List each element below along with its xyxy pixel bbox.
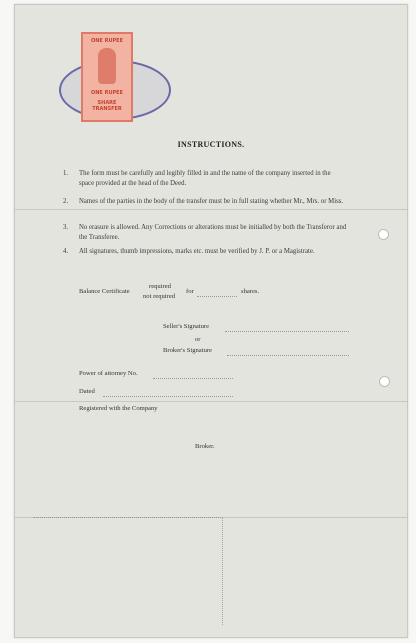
- stamp-transfer: TRANSFER: [92, 106, 122, 112]
- seller-signature-label: Seller's Signature: [163, 323, 210, 330]
- stamp-share: SHARE: [97, 100, 117, 106]
- instruction-text: The form must be carefully and legibly filled in and the name of the company inserted in the space provided at the head of the Deed.: [79, 170, 331, 187]
- stamp-mid-text: ONE RUPEE: [91, 90, 123, 96]
- fold-line: [15, 209, 407, 210]
- page-title: INSTRUCTIONS.: [177, 140, 245, 149]
- revenue-stamp: [81, 32, 133, 122]
- power-of-attorney-field[interactable]: [153, 378, 233, 379]
- stamp-portrait-icon: [98, 48, 116, 84]
- registered-label: Registered with the Company: [79, 405, 158, 412]
- ruled-divider: [222, 517, 223, 625]
- for-label: for: [186, 288, 194, 295]
- balance-certificate-label: Balance Certificate: [79, 288, 130, 295]
- seller-signature-field[interactable]: [225, 331, 349, 332]
- fold-line: [15, 401, 407, 402]
- instruction-text: Names of the parties in the body of the transfer must be in full stating whether Mr., Mrs. or Miss.: [79, 198, 344, 205]
- power-of-attorney-label: Power of attorney No.: [79, 370, 138, 377]
- broker-label: Broker.: [195, 443, 215, 450]
- dated-label: Dated: [79, 388, 95, 395]
- instruction-text: No erasure is allowed. Any Corrections or alterations must be initialled by both the Transferor and the Transferee.: [79, 224, 347, 241]
- ruled-line: [33, 517, 223, 518]
- required-label: required: [149, 283, 171, 290]
- broker-signature-field[interactable]: [227, 355, 349, 356]
- shares-label: shares.: [241, 288, 260, 295]
- instruction-number: 1.: [63, 170, 69, 177]
- shares-count-field[interactable]: [197, 296, 237, 297]
- instruction-number: 4.: [63, 248, 69, 255]
- stamp-bottom-text: [83, 100, 131, 112]
- document-sheet: [14, 4, 408, 638]
- instruction-text: All signatures, thumb impressions, marks etc. must be verified by J. P. or a Magistrate.: [79, 248, 315, 255]
- dated-field[interactable]: [103, 396, 233, 397]
- broker-signature-label: Broker's Signature: [163, 347, 212, 354]
- punch-hole: [379, 376, 390, 387]
- instruction-number: 3.: [63, 224, 69, 231]
- stamp-top-text: ONE RUPEE: [91, 38, 123, 44]
- instruction-number: 2.: [63, 198, 69, 205]
- or-label: or: [195, 336, 201, 343]
- not-required-label: not required: [143, 293, 176, 300]
- punch-hole: [378, 229, 389, 240]
